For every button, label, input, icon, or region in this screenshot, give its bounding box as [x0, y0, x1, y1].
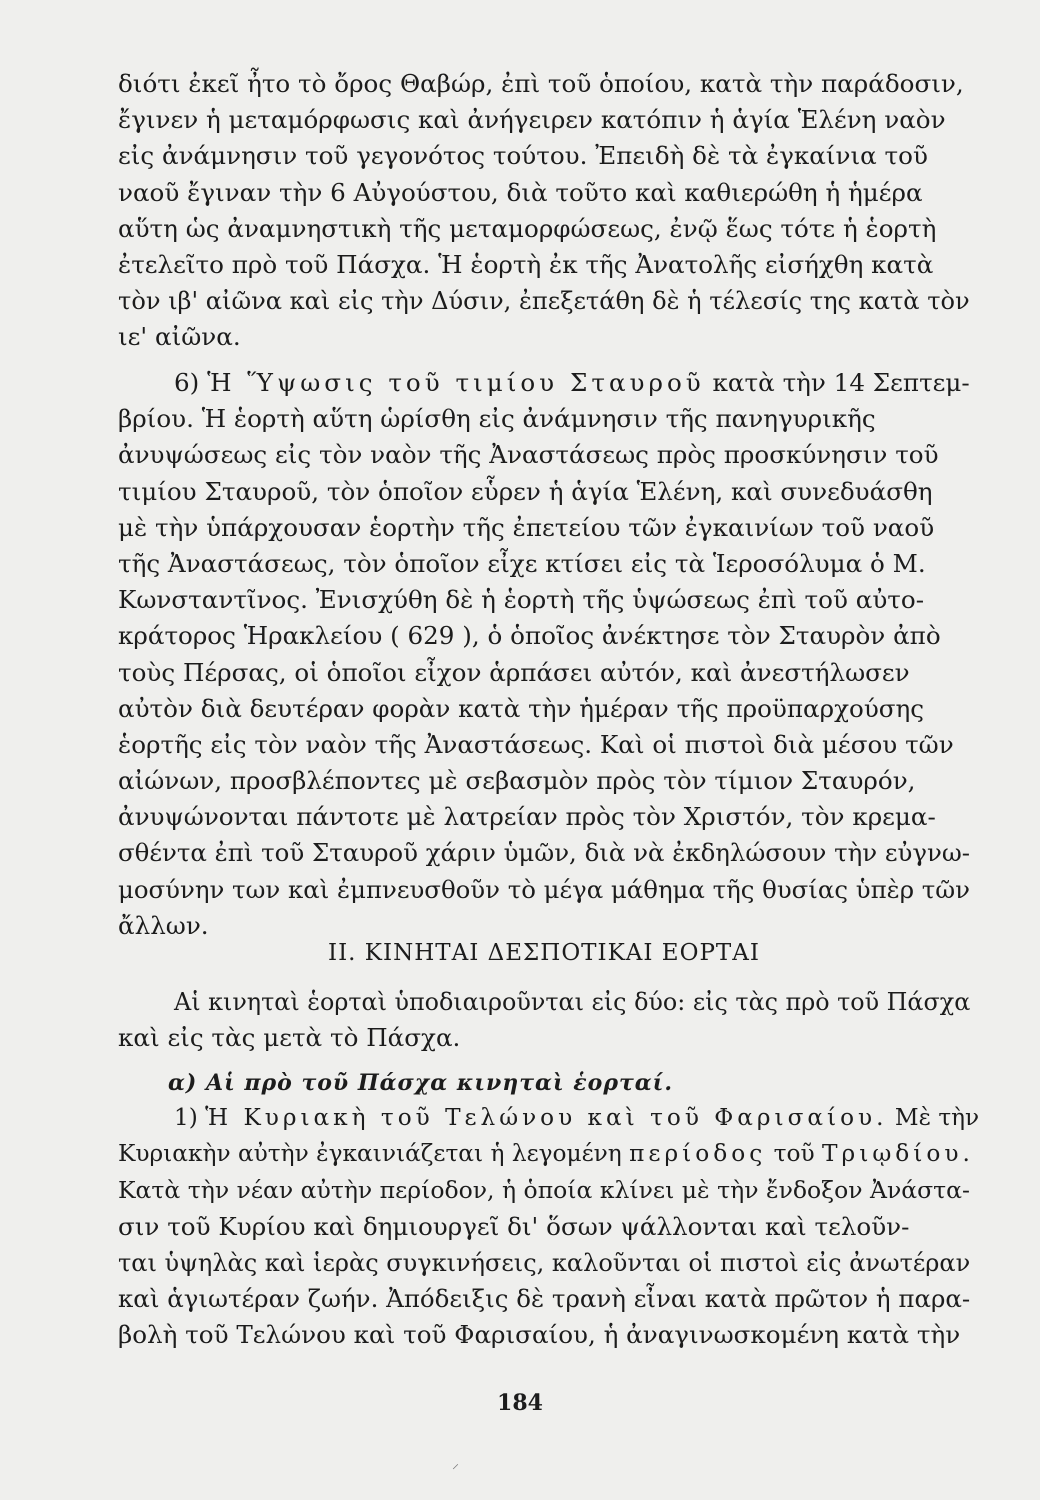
feast-title: Ἡ Κυριακὴ τοῦ Τελώνου καὶ τοῦ Φαρισαίου.	[205, 1104, 888, 1131]
text-fragment: τοῦ	[766, 1140, 823, 1168]
text-line: σιν τοῦ Κυρίου καὶ δημιουργεῖ δι' ὅσων ψάλλονται καὶ τελοῦν-	[118, 1211, 910, 1241]
text-fragment: κατὰ τὴν 14 Σεπτεμ-	[704, 368, 970, 397]
text-line: ἀνυψώνονται πάντοτε μὲ λατρείαν πρὸς τὸν Χριστόν, τὸν κρεμα-	[118, 802, 936, 832]
text-line: καὶ ἁγιωτέραν ζωήν. Ἀπόδειξις δὲ τρανὴ εἶναι κατὰ πρῶτον ἡ παρα-	[118, 1283, 971, 1313]
text-line: τὸν ιβ' αἰῶνα καὶ εἰς τὴν Δύσιν, ἐπεξετάθη δὲ ἡ τέλεσίς της κατὰ τὸν	[118, 287, 970, 316]
paragraph-exaltation-of-cross	[118, 365, 970, 944]
text-line: τῆς Ἀναστάσεως, τὸν ὁποῖον εἶχε κτίσει εἰς τὰ Ἱεροσόλυμα ὁ Μ.	[118, 548, 926, 578]
text-line	[118, 1100, 980, 1136]
text-fragment: Μὲ τὴν	[887, 1104, 980, 1131]
text-line: ναοῦ ἔγιναν τὴν 6 Αὐγούστου, διὰ τοῦτο καὶ καθιερώθη ἡ ἡμέρα	[118, 177, 923, 207]
text-line: ἔγινεν ἡ μεταμόρφωσις καὶ ἀνήγειρεν κατόπιν ἡ ἁγία Ἑλένη ναὸν	[118, 105, 946, 135]
text-line: ἄλλων.	[118, 910, 209, 940]
text-line: κράτορος Ἡρακλείου ( 629 ), ὁ ὁποῖος ἀνέκτησε τὸν Σταυρὸν ἀπὸ	[118, 621, 941, 651]
paragraph-movable-feasts-intro	[118, 984, 970, 1056]
paragraph-transfiguration	[118, 66, 970, 356]
subsection-heading: α) Αἱ πρὸ τοῦ Πάσχα κινηταὶ ἑορταί.	[168, 1070, 673, 1096]
text-line: Αἱ κινηταὶ ἑορταὶ ὑποδιαιροῦνται εἰς δύο: εἰς τὰς πρὸ τοῦ Πάσχα	[174, 988, 971, 1016]
text-line: εἰς ἀνάμνησιν τοῦ γεγονότος τούτου. Ἐπειδὴ δὲ τὰ ἐγκαίνια τοῦ	[118, 141, 928, 171]
item-number: 1)	[174, 1104, 206, 1131]
section-heading: II. ΚΙΝΗΤΑΙ ΔΕΣΠΟΤΙΚΑΙ ΕΟΡΤΑΙ	[328, 940, 760, 966]
feast-title: Ἡ Ὕψωσις τοῦ τιμίου Σταυροῦ	[207, 368, 705, 397]
text-line: βρίου. Ἡ ἑορτὴ αὕτη ὡρίσθη εἰς ἀνάμνησιν τῆς πανηγυρικῆς	[118, 404, 876, 434]
text-line: ιε' αἰῶνα.	[118, 322, 241, 352]
text-line: μοσύνην των καὶ ἐμπνευσθοῦν τὸ μέγα μάθημα τῆς θυσίας ὑπὲρ τῶν	[118, 874, 971, 904]
text-fragment: Κυριακὴν αὐτὴν ἐγκαινιάζεται ἡ λεγομένη	[118, 1140, 630, 1168]
text-line: αὐτὸν διὰ δευτέραν φορὰν κατὰ τὴν ἡμέραν τῆς προϋπαρχούσης	[118, 693, 925, 723]
item-number: 6)	[174, 368, 208, 397]
text-line	[118, 1136, 974, 1172]
text-line: Κωνσταντῖνος. Ἐνισχύθη δὲ ἡ ἑορτὴ τῆς ὑψώσεως ἐπὶ τοῦ αὐτο-	[118, 585, 924, 615]
emphasized-term: περίοδος	[629, 1140, 767, 1168]
text-line: τοὺς Πέρσας, οἱ ὁποῖοι εἶχον ἁρπάσει αὐτόν, καὶ ἀνεστήλωσεν	[118, 657, 910, 687]
text-line: σθέντα ἐπὶ τοῦ Σταυροῦ χάριν ὑμῶν, διὰ νὰ ἐκδηλώσουν τὴν εὐγνω-	[118, 838, 970, 868]
text-line: ἑορτῆς εἰς τὸν ναὸν τῆς Ἀναστάσεως. Καὶ οἱ πιστοὶ διὰ μέσου τῶν	[118, 729, 954, 759]
text-line: διότι ἐκεῖ ἦτο τὸ ὄρος Θαβώρ, ἐπὶ τοῦ ὁποίου, κατὰ τὴν παράδοσιν,	[118, 69, 964, 98]
margin-mark: ⸍	[452, 1462, 459, 1478]
text-line: τιμίου Σταυροῦ, τὸν ὁποῖον εὗρεν ἡ ἁγία Ἑλένη, καὶ συνεδυάσθη	[118, 476, 933, 506]
text-line: μὲ τὴν ὑπάρχουσαν ἑορτὴν τῆς ἐπετείου τῶν ἐγκαινίων τοῦ ναοῦ	[118, 512, 935, 542]
text-line: καὶ εἰς τὰς μετὰ τὸ Πάσχα.	[118, 1023, 461, 1053]
emphasized-term: Τριῳδίου.	[822, 1140, 974, 1168]
text-line: ἐτελεῖτο πρὸ τοῦ Πάσχα. Ἡ ἑορτὴ ἐκ τῆς Ἀνατολῆς εἰσήχθη κατὰ	[118, 249, 934, 279]
paragraph-publican-pharisee	[118, 1100, 980, 1353]
text-line	[118, 365, 970, 401]
text-line: αὕτη ὡς ἀναμνηστικὴ τῆς μεταμορφώσεως, ἐνῷ ἕως τότε ἡ ἑορτὴ	[118, 213, 937, 243]
text-line: ται ὑψηλὰς καὶ ἱερὰς συγκινήσεις, καλοῦνται οἱ πιστοὶ εἰς ἀνωτέραν	[118, 1248, 971, 1277]
text-line: αἰώνων, προσβλέποντες μὲ σεβασμὸν πρὸς τὸν τίμιον Σταυρόν,	[118, 766, 916, 796]
page-number: 184	[497, 1390, 543, 1416]
text-line: Κατὰ τὴν νέαν αὐτὴν περίοδον, ἡ ὁποία κλίνει μὲ τὴν ἔνδοξον Ἀνάστα-	[118, 1176, 970, 1205]
text-line: ἀνυψώσεως εἰς τὸν ναὸν τῆς Ἀναστάσεως πρὸς προσκύνησιν τοῦ	[118, 440, 939, 470]
text-line: βολὴ τοῦ Τελώνου καὶ τοῦ Φαρισαίου, ἡ ἀναγινωσκομένη κατὰ τὴν	[118, 1320, 961, 1350]
